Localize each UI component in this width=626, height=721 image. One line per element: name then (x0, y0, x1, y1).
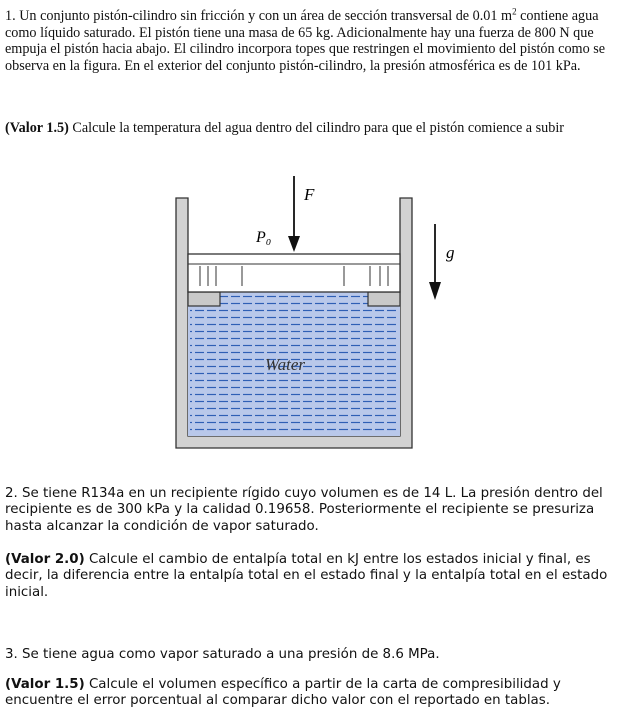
problem-3-statement: 3. Se tiene agua como vapor saturado a una presión de 8.6 MPa. (5, 647, 440, 662)
gravity-arrow-icon (429, 224, 441, 300)
problem-2-statement: 2. Se tiene R134a en un recipiente rígido cuyo volumen es de 14 L. La presión dentro del recipiente es de 300 kPa y la calidad 0.19658. Posteriormente el recipiente se presuriza hasta alcanzar la condición de vapor saturado. (5, 486, 603, 534)
problem-1-question-text: Calcule la temperatura del agua dentro del cilindro para que el pistón comience a subir (68, 120, 565, 136)
problem-1-text-a: 1. Un conjunto pistón-cilindro sin fricción y con un área de sección transversal de 0.01 m (5, 8, 513, 24)
problem-3-value-label: (Valor 1.5) (5, 677, 85, 692)
right-stop (368, 292, 400, 306)
problem-3-question (5, 677, 620, 710)
problem-1-value-label: (Valor 1.5) (5, 120, 69, 136)
force-label: F (304, 185, 315, 204)
problem-2-value-label: (Valor 2.0) (5, 552, 85, 567)
area-unit-exponent: 2 (512, 6, 517, 17)
atmospheric-pressure-label: P₀ (256, 229, 272, 246)
problem-1-question (5, 120, 620, 137)
water-label: Water (265, 355, 305, 374)
piston-cylinder-figure (170, 174, 470, 454)
problem-1-statement (5, 8, 620, 74)
gravity-label: g (446, 243, 455, 262)
problem-3-question-text: Calcule el volumen específico a partir de la carta de compresibilidad y encuentre el error porcentual al comparar dicho valor con el reportado en tablas. (5, 677, 561, 709)
problem-2-question-text: Calcule el cambio de entalpía total en kJ entre los estados inicial y final, es decir, la diferencia entre la entalpía total en el estado final y la entalpía total en el estado inicial. (5, 552, 608, 600)
problem-2-question (5, 552, 620, 601)
problem-1-text-b: contiene agua como líquido saturado. El pistón tiene una masa de 65 kg. Adicionalmente hay una fuerza de 800 N que empuja el pistón hacia abajo. El cilindro incorpora topes que restringen el movimiento del pistón como se observa en la figura. En el exterior del conjunto pistón-cilindro, la presión atmosférica es de 101 kPa. (5, 8, 606, 74)
piston (188, 254, 400, 292)
left-stop (188, 292, 220, 306)
force-arrow-icon (288, 176, 300, 252)
